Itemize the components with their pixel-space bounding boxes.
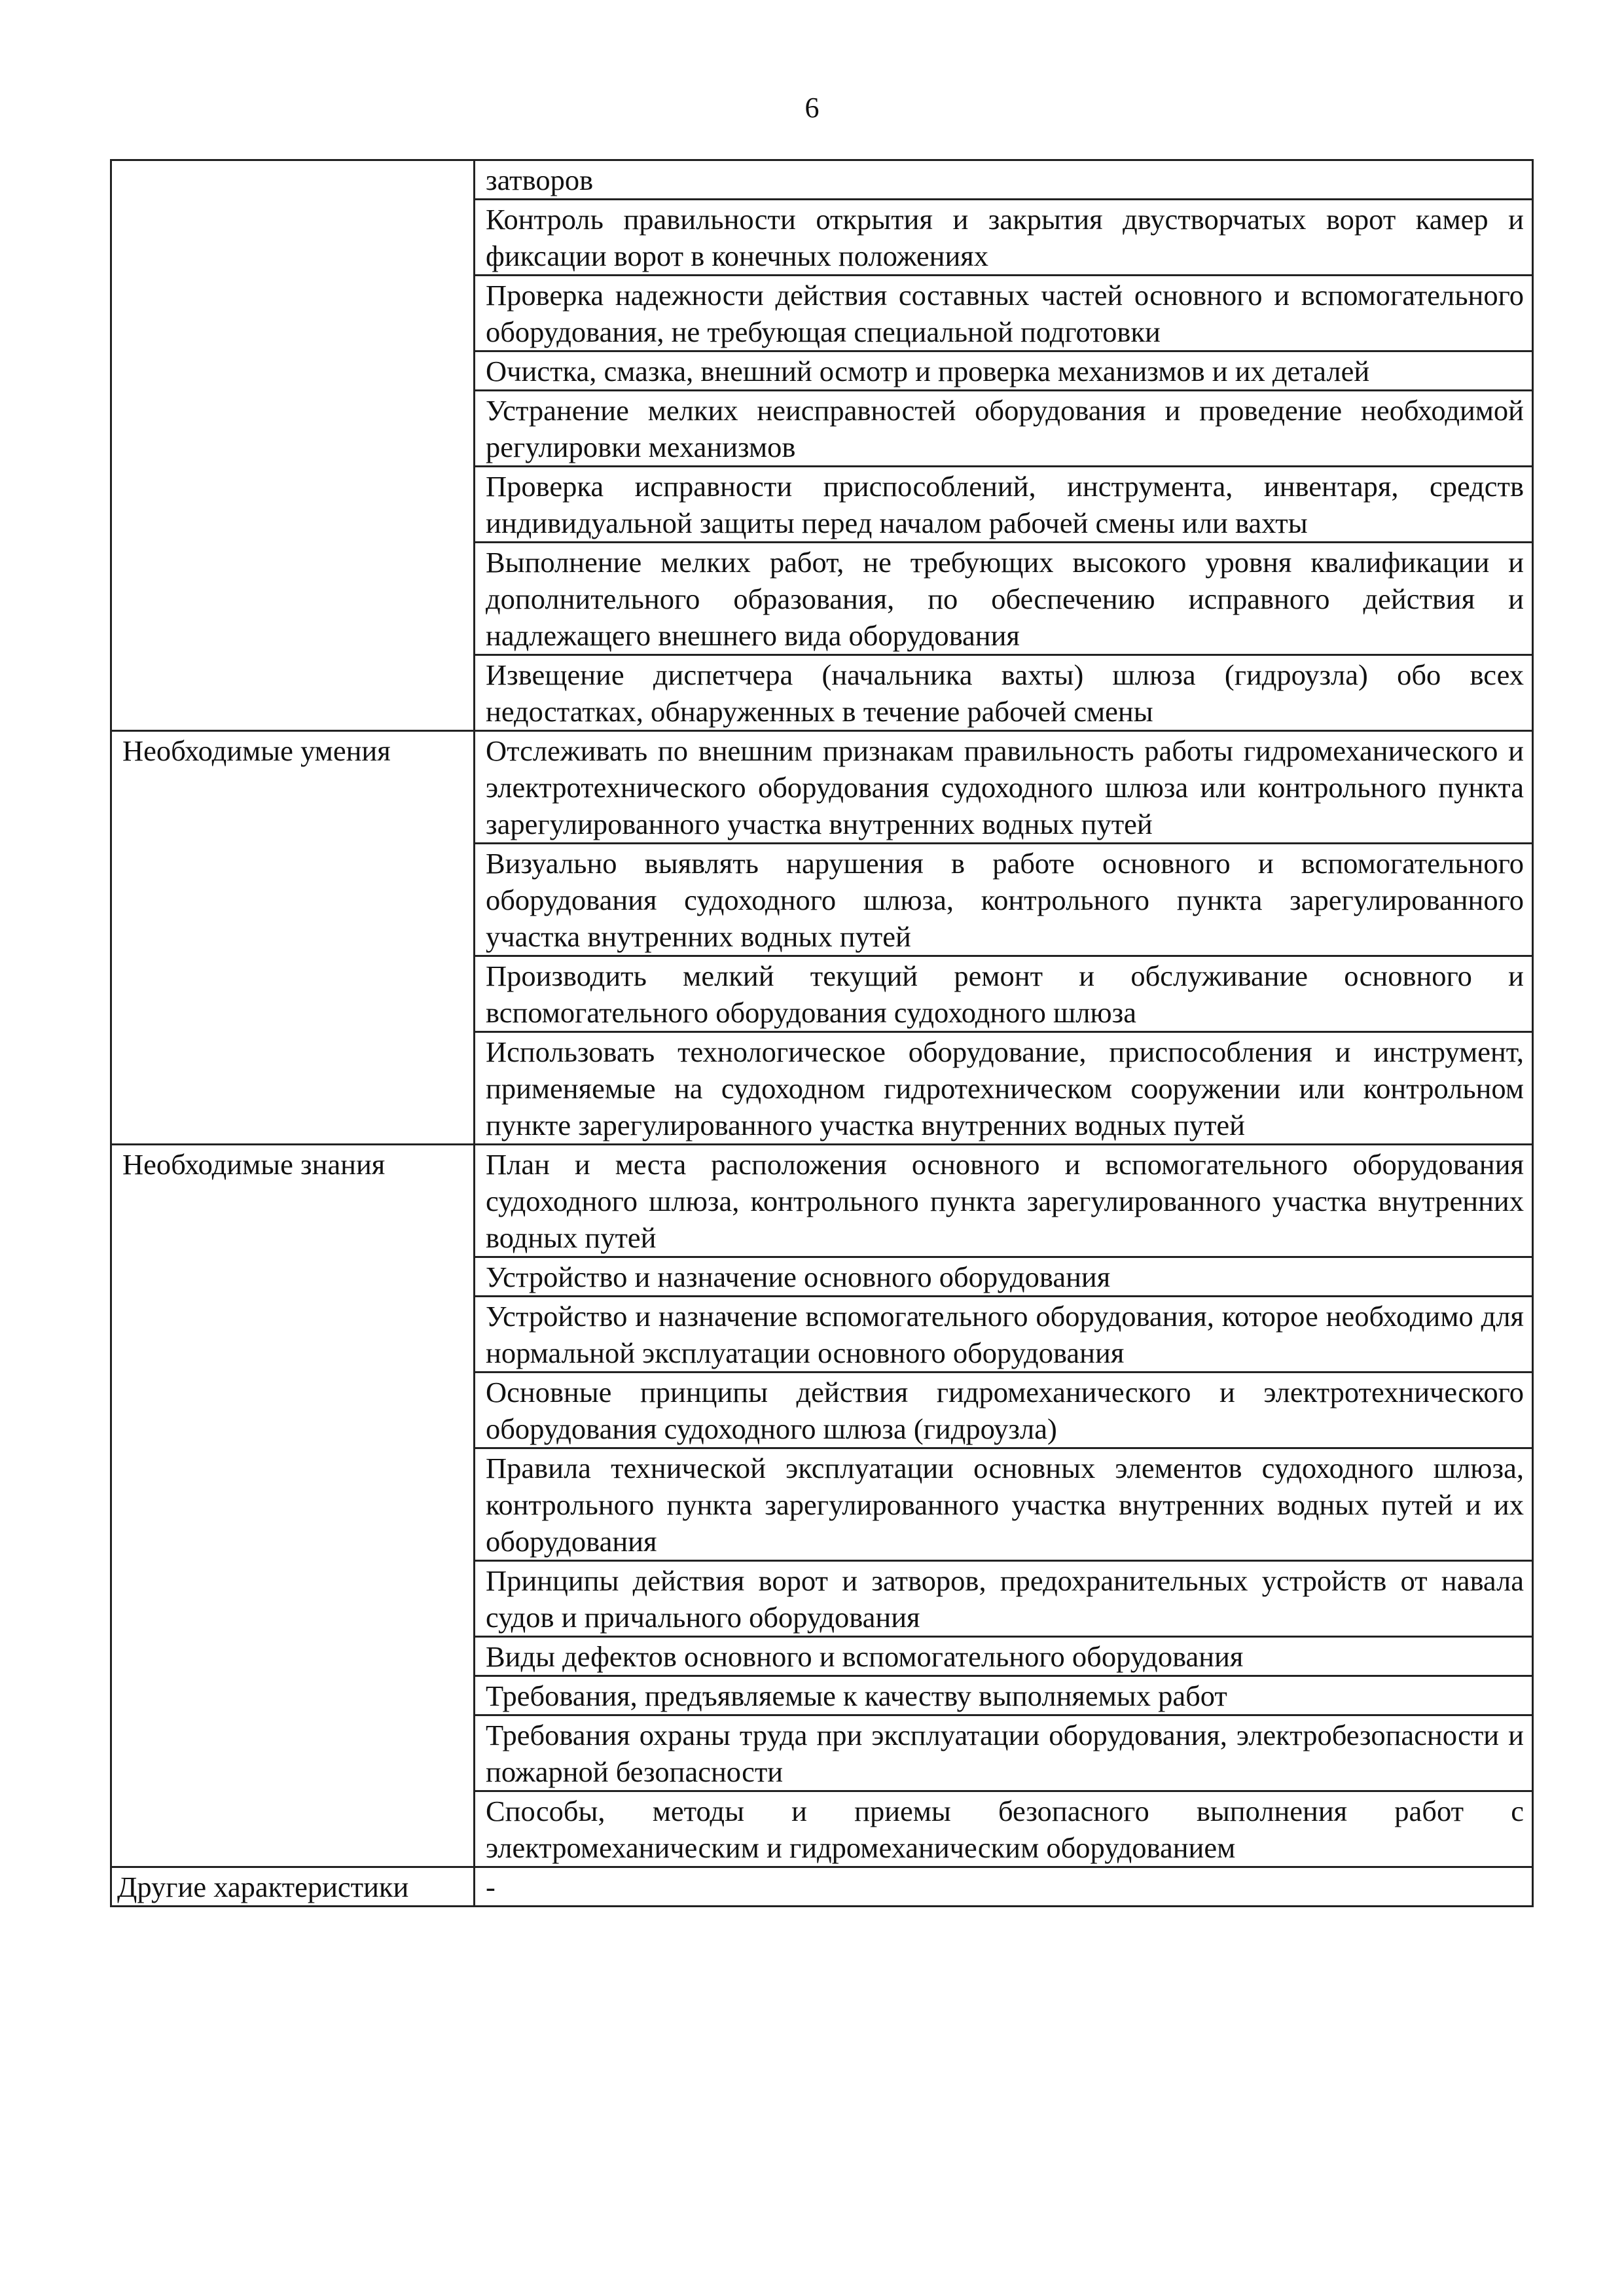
table-cell: Правила технической эксплуатации основных элементов судоходного шлюза, контрольного пункта зарегулированного участка внутренних водных путей и их оборудования [475,1448,1533,1561]
table-cell: Очистка, смазка, внешний осмотр и проверка механизмов и их деталей [475,351,1533,391]
table-cell: Контроль правильности открытия и закрытия двустворчатых ворот камер и фиксации ворот в конечных положениях [475,200,1533,276]
table-cell: Проверка надежности действия составных частей основного и вспомогательного оборудования, не требующая специальной подготовки [475,276,1533,351]
row-label-knowledge: Необходимые знания [111,1145,475,1867]
table-cell: - [475,1867,1533,1907]
page-number: 6 [804,92,820,124]
table-cell: Требования охраны труда при эксплуатации оборудования, электробезопасности и пожарной безопасности [475,1715,1533,1791]
table-cell: Принципы действия ворот и затворов, предохранительных устройств от навала судов и причального оборудования [475,1561,1533,1637]
table-cell: Проверка исправности приспособлений, инструмента, инвентаря, средств индивидуальной защиты перед началом рабочей смены или вахты [475,467,1533,543]
table-row [111,1145,1533,1257]
table-cell: Устранение мелких неисправностей оборудования и проведение необходимой регулировки механизмов [475,391,1533,467]
table-cell: Визуально выявлять нарушения в работе основного и вспомогательного оборудования судоходного шлюза, контрольного пункта зарегулированного участка внутренних водных путей [475,844,1533,956]
table-cell: Использовать технологическое оборудование, приспособления и инструмент, применяемые на судоходном гидротехническом сооружении или контрольном пункте зарегулированного участка внутренних водных путей [475,1032,1533,1145]
table-cell: Виды дефектов основного и вспомогательного оборудования [475,1637,1533,1676]
row-label-skills: Необходимые умения [111,731,475,1145]
table-cell: Выполнение мелких работ, не требующих высокого уровня квалификации и дополнительного образования, по обеспечению исправного действия и надлежащего внешнего вида оборудования [475,543,1533,655]
table-cell: Извещение диспетчера (начальника вахты) шлюза (гидроузла) обо всех недостатках, обнаруженных в течение рабочей смены [475,655,1533,731]
table-cell: План и места расположения основного и вспомогательного оборудования судоходного шлюза, контрольного пункта зарегулированного участка внутренних водных путей [475,1145,1533,1257]
table-cell: Устройство и назначение основного оборудования [475,1257,1533,1297]
table-cell: Основные принципы действия гидромеханического и электротехнического оборудования судоходного шлюза (гидроузла) [475,1372,1533,1448]
table-cell: затворов [475,160,1533,200]
table-cell: Отслеживать по внешним признакам правильность работы гидромеханического и электротехнического оборудования судоходного шлюза или контрольного пункта зарегулированного участка внутренних водных путей [475,731,1533,844]
table-row [111,731,1533,844]
table-cell: Производить мелкий текущий ремонт и обслуживание основного и вспомогательного оборудования судоходного шлюза [475,956,1533,1032]
requirements-table [110,159,1534,1907]
table-cell: Требования, предъявляемые к качеству выполняемых работ [475,1676,1533,1715]
table-cell: Способы, методы и приемы безопасного выполнения работ с электромеханическим и гидромеханическим оборудованием [475,1791,1533,1867]
table-row [111,1867,1533,1907]
table-row [111,160,1533,200]
row-label [111,160,475,731]
row-label-other: Другие характеристики [111,1867,475,1907]
table-cell: Устройство и назначение вспомогательного оборудования, которое необходимо для нормальной эксплуатации основного оборудования [475,1297,1533,1372]
